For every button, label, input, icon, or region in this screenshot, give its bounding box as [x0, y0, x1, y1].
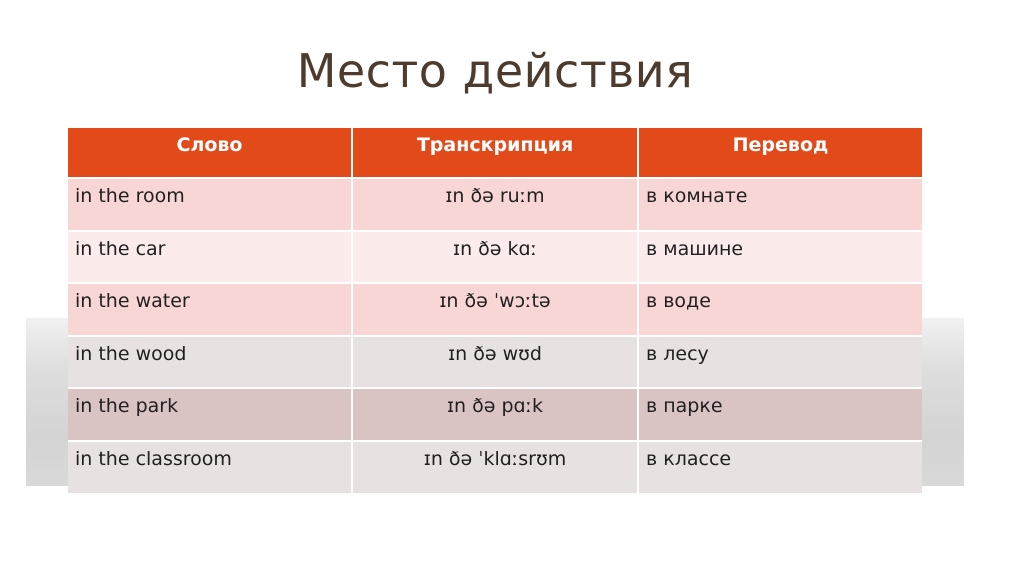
cell-word: in the car [68, 231, 352, 284]
cell-transcription: ɪn ðə pɑːk [352, 388, 638, 441]
cell-transcription: ɪn ðə ˈwɔːtə [352, 283, 638, 336]
cell-transcription: ɪn ðə ˈklɑːsrʊm [352, 441, 638, 494]
table-row [68, 178, 922, 231]
cell-word: in the room [68, 178, 352, 231]
cell-translation: в машине [638, 231, 922, 284]
cell-transcription: ɪn ðə ruːm [352, 178, 638, 231]
slide-title: Место действия [296, 44, 694, 98]
header-translation: Перевод [638, 128, 922, 178]
table-row [68, 388, 922, 441]
table-row [68, 283, 922, 336]
cell-word: in the park [68, 388, 352, 441]
cell-transcription: ɪn ðə wʊd [352, 336, 638, 389]
cell-translation: в комнате [638, 178, 922, 231]
cell-word: in the wood [68, 336, 352, 389]
header-word: Слово [68, 128, 352, 178]
cell-transcription: ɪn ðə kɑː [352, 231, 638, 284]
cell-translation: в классе [638, 441, 922, 494]
table-row [68, 231, 922, 284]
cell-translation: в парке [638, 388, 922, 441]
table-header-row [68, 128, 922, 178]
cell-word: in the classroom [68, 441, 352, 494]
header-transcription: Транскрипция [352, 128, 638, 178]
cell-word: in the water [68, 283, 352, 336]
cell-translation: в воде [638, 283, 922, 336]
cell-translation: в лесу [638, 336, 922, 389]
table-row [68, 441, 922, 494]
table-row [68, 336, 922, 389]
vocabulary-table [68, 128, 922, 493]
